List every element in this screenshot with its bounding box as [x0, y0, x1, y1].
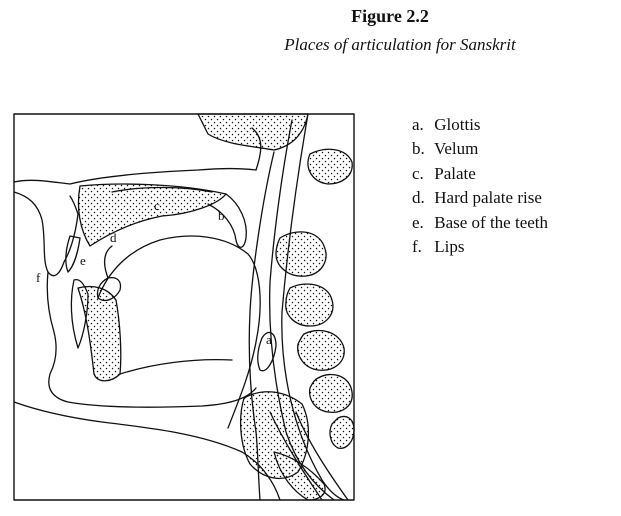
label-a: a [266, 332, 272, 347]
label-f: f [36, 270, 41, 285]
tongue-surface [98, 236, 260, 428]
vertebra-1 [308, 149, 352, 184]
legend-label: Hard palate rise [434, 188, 542, 208]
chin-line [14, 402, 280, 500]
label-c: c [154, 198, 160, 213]
vertebra-5 [310, 374, 353, 412]
upper-lip [14, 192, 78, 276]
legend-key: a. [412, 115, 424, 134]
legend-label: Palate [434, 163, 476, 183]
vocal-tract-diagram [12, 112, 358, 504]
legend-label: Glottis [434, 115, 481, 134]
legend-label: Base of the teeth [434, 212, 549, 232]
label-d: d [110, 230, 117, 245]
legend-key: b. [412, 139, 425, 159]
legend [412, 113, 548, 259]
label-b: b [218, 208, 225, 223]
legend-item-velum [412, 137, 548, 161]
legend-item-palate [412, 162, 548, 186]
lower-lip [47, 272, 256, 407]
mandible [78, 287, 121, 381]
figure-caption: Places of articulation for Sanskrit [284, 35, 516, 54]
figure-title: Figure 2.2 [351, 6, 429, 26]
legend-key: f. [412, 237, 422, 257]
vertebra-2 [276, 232, 326, 276]
vertebra-4 [298, 330, 345, 370]
legend-label: Velum [433, 139, 479, 159]
skull-base [198, 114, 308, 150]
legend-item-lips [412, 235, 548, 259]
legend-item-base-of-teeth [412, 211, 548, 235]
legend-item-hard-palate-rise [412, 186, 548, 210]
nasal-contour [14, 169, 256, 185]
legend-key: c. [412, 163, 424, 183]
legend-key: e. [412, 212, 424, 232]
legend-label: Lips [434, 237, 465, 257]
vertebra-6 [330, 417, 354, 449]
legend-key: d. [412, 188, 425, 208]
floor-of-mouth [120, 360, 232, 374]
legend-item-glottis [412, 113, 548, 137]
label-e: e [80, 253, 86, 268]
vertebra-3 [286, 284, 333, 326]
